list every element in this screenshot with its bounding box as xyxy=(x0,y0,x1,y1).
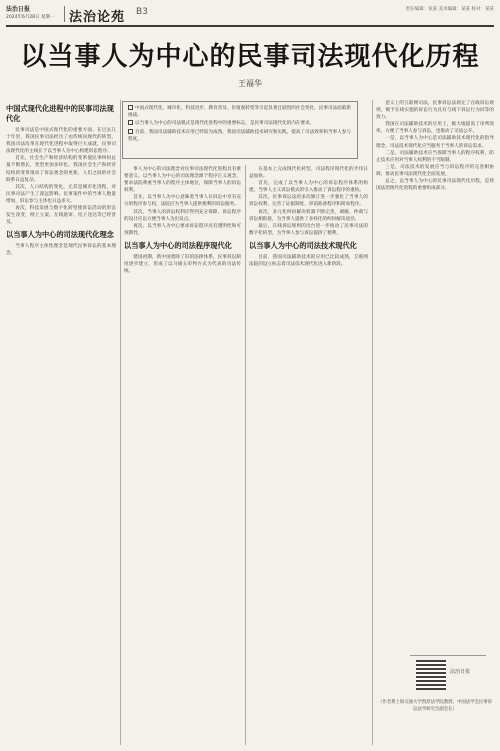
paragraph: 首先，完成了以当事人为中心的诉讼程序体系的构建。当事人主义诉讼模式的引入推动了诉讼程序的重构。 xyxy=(249,181,368,194)
paragraph: 民事司法是中国式现代化的重要方面。在过去几十年里，我国民事司法经历了由传统向现代的转型。我国司法改革在现代化进程中取得巨大成就，民事司法现代化的主线在于以当事人为中心构建诉讼程序。 xyxy=(6,128,116,155)
paragraph: 首先，以当事人为中心意味着当事人在诉讼中享有充分的程序参与权，法院应为当事人提供便利的诉讼服务。 xyxy=(124,195,241,208)
paragraph: 当事人程序主体性理念是现代民事诉讼的基本理念。 xyxy=(6,244,116,257)
qr-code-icon xyxy=(416,660,446,690)
paragraph: 二是，司法辅助技术应当保障当事人的程序权利，防止技术应用对当事人权利的不当限制。 xyxy=(376,150,494,163)
section-title: 法治论苑 xyxy=(69,10,126,25)
paragraph: 三是，司法技术的发展应当与诉讼程序的完善相协调，推动民事司法现代化全面发展。 xyxy=(376,164,494,177)
square-bullet-icon xyxy=(128,105,133,110)
qr-label: 法治日报 xyxy=(450,669,471,675)
summary-box xyxy=(122,101,358,159)
square-bullet-icon xyxy=(128,120,133,125)
square-bullet-icon xyxy=(128,129,133,134)
column-1 xyxy=(6,100,116,745)
paragraph: 事人为中心的司法理念对民事司法现代化进程具有重要意义。以当事人为中心的司法理念源于程序正义观念，要求法院尊重当事人的程序主体地位，保障当事人的诉讼权利。 xyxy=(124,167,241,194)
paragraph: 在基本上完成现代化转型，司法程序现代化的步伐日益加快。 xyxy=(249,167,368,180)
summary-item: 以当事人为中心的司法模式是现代化进程中的重要标志，是民事司法现代化的内在要求。 xyxy=(128,120,352,127)
page-number: B3 xyxy=(136,7,148,17)
paragraph: 其次，人口结构的变化，尤其是城市化进程，对民事司法产生了深远影响。民事案件中的当事人数量增加，诉讼参与主体也日益多元。 xyxy=(6,184,116,204)
masthead xyxy=(6,4,494,24)
paragraph: 最后，在线诉讼规则的出台进一步推动了民事司法的数字化转型，为当事人参与诉讼提供了便利。 xyxy=(249,223,368,236)
column-3 xyxy=(249,166,368,746)
summary-item: 中国式现代化、城市化、科技进步、教育普及、价值观转型等引起显著且剧烈的社会变化，民事司法面临新挑战。 xyxy=(128,106,351,119)
column-separator xyxy=(245,165,246,745)
editor-info: 责任编辑：张某 美术编辑：某某 校对：某某 xyxy=(405,7,494,12)
column-4 xyxy=(376,100,494,652)
paragraph: 我国在司法辅助技术的应用上，极大地提高了审判效率，方便了当事人参与诉讼，也推动了司法公开。 xyxy=(376,122,494,135)
author-footnote: （作者系上海交通大学凯原法学院教授、中国法学会民事诉讼法学研究会副会长） xyxy=(377,700,493,712)
masthead-rule xyxy=(6,25,494,27)
paragraph: 首先，社会生产和经济结构的变革使民事纠纷总量不断增长，类型更加多样化。我国社会生产和经济结构的变革推动了诉讼观念的更新，人们之间的社会联系日益复杂。 xyxy=(6,156,116,183)
paragraph: 再次，多元化纠纷解决机制不断完善，调解、仲裁与诉讼相衔接，为当事人提供了多样化的纠纷解决途径。 xyxy=(249,209,368,222)
paragraph: 目前，我国司法辅助技术的应用已比较成熟，互联网法院的设立标志着司法技术现代化进入新阶段。 xyxy=(249,254,368,268)
section-heading: 以当事人为中心的司法程序现代化 xyxy=(124,240,232,250)
paragraph: 再次，以当事人为中心要求诉讼程序具有透明性和可预期性。 xyxy=(124,223,241,236)
paragraph: 其次，当事人的诉讼权利应得到充分保障，诉讼程序的设计应以方便当事人为出发点。 xyxy=(124,209,241,222)
paragraph: 其次，民事诉讼法的多次修订进一步强化了当事人的诉讼权利，完善了证据制度、审前准备程序和简易程序。 xyxy=(249,195,368,208)
summary-item: 目前，我国司法辅助技术应用已经较为成熟，我国司法辅助技术研究和实践，提高了司法效率和当事人参与程度。 xyxy=(128,129,351,142)
paragraph: 建国初期，新中国废除了旧的法律体系，民事诉讼制度逐步建立，形成了以马锡五审判方式为代表的司法传统。 xyxy=(124,254,241,275)
column-separator xyxy=(120,100,121,745)
issue-date: 2024年6月28日 星期一 xyxy=(6,15,55,20)
paragraph: 一是，以当事人为中心是司法辅助技术现代化的指导理念，司法技术现代化应当服务于当事人的诉讼需求。 xyxy=(376,136,494,149)
masthead-divider xyxy=(64,6,65,22)
column-separator xyxy=(372,100,373,745)
paragraph: 总之，以当事人为中心的民事司法现代化历程，是我国法治现代化进程的重要组成部分。 xyxy=(376,179,494,192)
paragraph: 再次，科技发展与数字化转型使诉讼活动的形态发生改变，网上立案、在线庭审、电子送达等已经普及。 xyxy=(6,206,116,226)
section-heading: 中国式现代化进程中的民事司法现代化 xyxy=(6,104,114,123)
section-heading: 以当事人为中心的司法技术现代化 xyxy=(249,240,357,250)
article-headline: 以当事人为中心的民事司法现代化历程 xyxy=(20,42,480,72)
newspaper-logo: 法治日报 xyxy=(6,6,31,13)
paragraph: 意义上的互联网司法，民事诉讼法规定了在线诉讼规则，赋予在线实施的诉讼行为具有与线下诉讼行为同等的效力。 xyxy=(376,101,494,121)
article-author: 王福华 xyxy=(238,79,262,88)
section-heading: 以当事人为中心的司法现代化理念 xyxy=(6,230,114,240)
column-2 xyxy=(124,166,241,746)
